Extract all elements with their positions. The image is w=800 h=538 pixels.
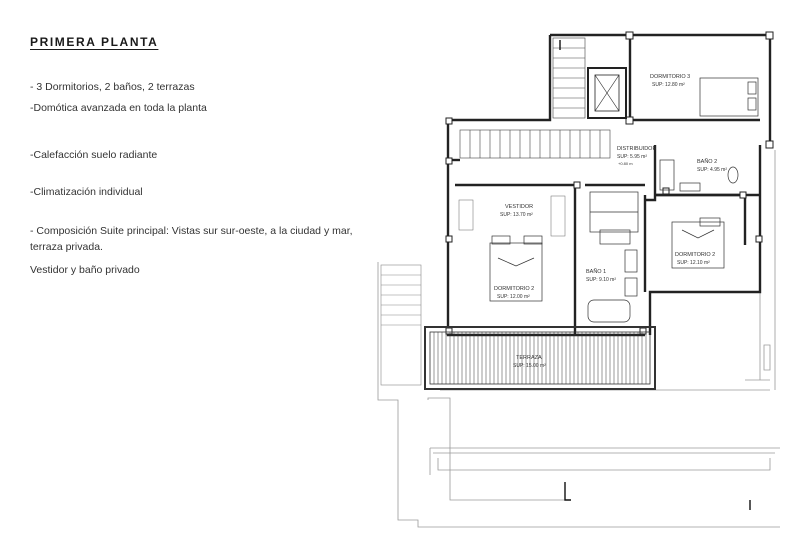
feature-heating: -Calefacción suelo radiante bbox=[30, 149, 158, 161]
label-dormitorio3-area: SUP: 12.80 m² bbox=[652, 82, 685, 88]
label-bano1-area: SUP: 9.10 m² bbox=[586, 277, 617, 283]
label-bano2-area: SUP: 4.95 m² bbox=[697, 167, 728, 173]
elevator bbox=[588, 68, 626, 118]
label-dormitorio3-name: DORMITORIO 3 bbox=[650, 74, 691, 80]
label-dormitorio2r-name: DORMITORIO 2 bbox=[675, 252, 716, 258]
label-distribuidor-area: SUP: 5.95 m² bbox=[617, 154, 648, 160]
label-dormitorio2l-area: SUP: 12.00 m² bbox=[497, 294, 530, 300]
label-dormitorio2l-name: DORMITORIO 2 bbox=[494, 286, 535, 292]
feature-dressing: Vestidor y baño privado bbox=[30, 264, 140, 276]
feature-bedrooms: - 3 Dormitorios, 2 baños, 2 terrazas bbox=[30, 81, 195, 93]
label-vestidor-area: SUP: 13.70 m² bbox=[500, 212, 533, 218]
label-bano1-name: BAÑO 1 bbox=[586, 269, 607, 275]
bed-dormitorio3 bbox=[700, 78, 758, 116]
lower-stair bbox=[381, 265, 421, 385]
label-terraza-area: SUP: 15.00 m² bbox=[513, 363, 546, 369]
label-dormitorio2r-area: SUP: 12.10 m² bbox=[677, 260, 710, 266]
label-terraza-name: TERRAZA bbox=[516, 355, 542, 361]
feature-climate: -Climatización individual bbox=[30, 186, 143, 198]
feature-suite: - Composición Suite principal: Vistas sur sur-oeste, a la ciudad y mar, terraza privada. bbox=[30, 225, 353, 253]
ground-outline bbox=[378, 150, 780, 527]
label-bano2-name: BAÑO 2 bbox=[697, 159, 718, 165]
page-title: PRIMERA PLANTA bbox=[30, 35, 159, 49]
label-vestidor-name: VESTIDOR bbox=[505, 204, 534, 210]
floor-plan bbox=[370, 20, 780, 530]
label-distribuidor-note: +0.80 m bbox=[618, 161, 633, 166]
feature-domotics: -Domótica avanzada en toda la planta bbox=[30, 102, 207, 114]
label-distribuidor-name: DISTRIBUIDOR bbox=[617, 146, 657, 152]
